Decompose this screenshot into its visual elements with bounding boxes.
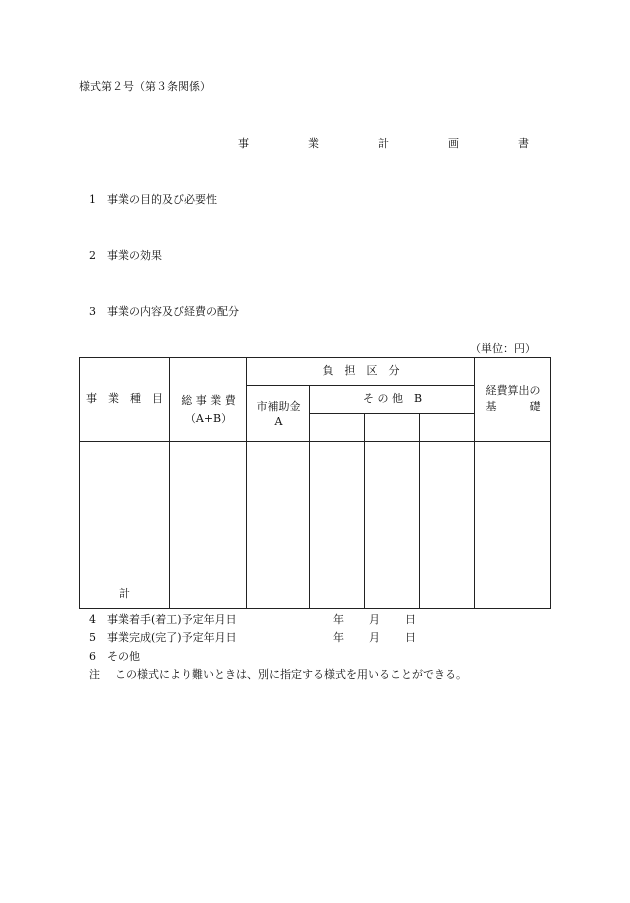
- col-divider-other-1: [364, 413, 365, 609]
- day-label: 日: [405, 631, 416, 644]
- item-6: [89, 650, 140, 664]
- note: [89, 668, 467, 682]
- table-border-bottom: [79, 608, 551, 609]
- item-4-date: [333, 613, 416, 627]
- note-prefix: 注: [89, 668, 100, 681]
- document-title: 事 業 計 画 書: [238, 137, 553, 150]
- section-2: [89, 249, 162, 263]
- note-text: この様式により難いときは、別に指定する様式を用いることができる。: [115, 668, 467, 681]
- header-total-cost: 総 事 業 費: [181, 394, 236, 407]
- header-divider: [79, 441, 551, 442]
- item-label: 事業着手(着工)予定年月日: [107, 613, 237, 626]
- header-burden: 負 担 区 分: [322, 364, 400, 377]
- header-other: そ の 他 B: [362, 392, 423, 405]
- burden-sub-divider: [246, 385, 475, 386]
- total-row-label: 計: [119, 587, 130, 600]
- item-number: 6: [89, 650, 96, 663]
- header-project-type: 事 業 種 目: [86, 392, 163, 405]
- section-number: 1: [89, 193, 96, 206]
- section-3: [89, 305, 239, 319]
- month-label: 月: [369, 631, 380, 644]
- unit-label: （単位：円）: [470, 342, 536, 355]
- item-number: 4: [89, 613, 96, 626]
- header-basis-line1: 経費算出の: [485, 384, 541, 397]
- section-number: 2: [89, 249, 96, 262]
- other-sub-divider: [309, 413, 475, 414]
- item-number: 5: [89, 631, 96, 644]
- section-number: 3: [89, 305, 96, 318]
- col-divider-other-2: [419, 413, 420, 609]
- header-city-subsidy-mark: A: [274, 415, 283, 428]
- day-label: 日: [405, 613, 416, 626]
- year-label: 年: [333, 613, 344, 626]
- table-border-top: [79, 357, 551, 358]
- item-label: 事業完成(完了)予定年月日: [107, 631, 237, 644]
- item-5-date: [333, 631, 416, 645]
- section-1: [89, 193, 217, 207]
- form-number: 様式第２号（第３条関係）: [79, 80, 211, 93]
- section-label: 事業の内容及び経費の配分: [107, 305, 239, 318]
- month-label: 月: [369, 613, 380, 626]
- header-total-cost-formula: （A+B）: [184, 412, 233, 425]
- budget-table: [79, 357, 551, 609]
- item-5: [89, 631, 237, 645]
- year-label: 年: [333, 631, 344, 644]
- header-city-subsidy: 市補助金: [256, 400, 301, 413]
- item-4: [89, 613, 237, 627]
- header-basis-line2: 基 礎: [485, 400, 541, 413]
- section-label: 事業の効果: [107, 249, 162, 262]
- item-label: その他: [107, 650, 140, 663]
- section-label: 事業の目的及び必要性: [107, 193, 217, 206]
